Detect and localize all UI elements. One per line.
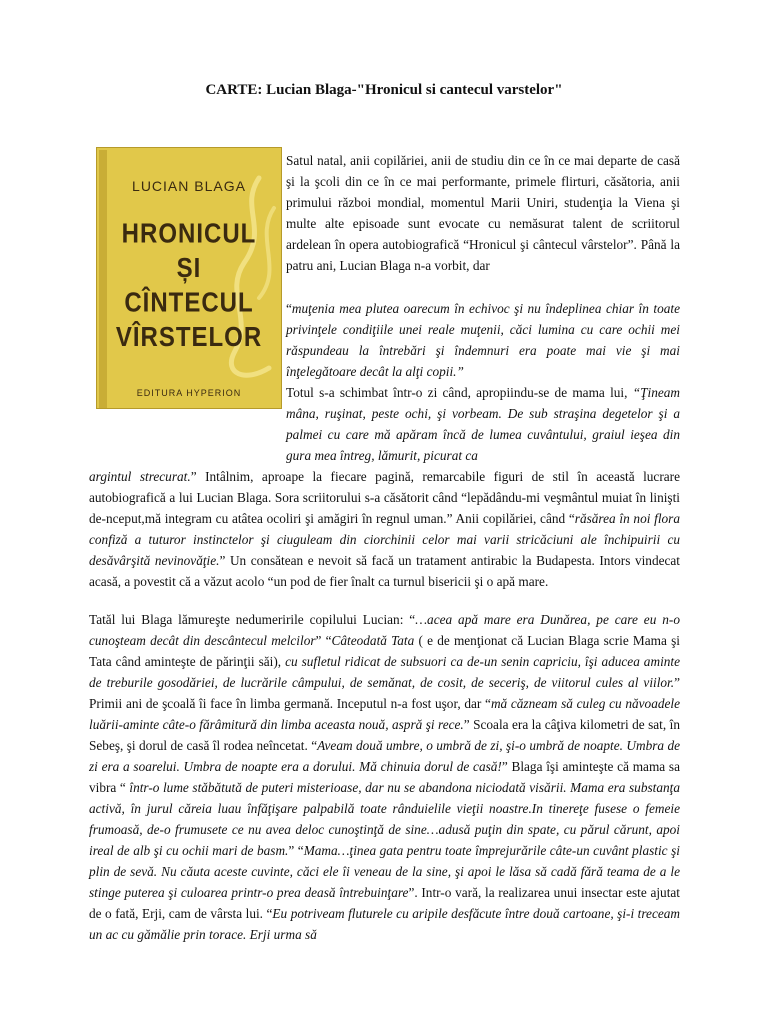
- text-run: ” Un consătean e nevoit să facă un tratament antirabic la Budapesta. Intors vindecat acasă, a povestit că a văzut acolo “un pod de fier înalt ca turnul bisericii şi o apă mare.: [89, 553, 680, 589]
- text-run: “: [286, 301, 292, 316]
- text-run: ( e de menţionat că Lucian Blaga scrie Mama şi Tata când aminteşte de părinţii săi),: [89, 633, 680, 669]
- italic-run: mă căzneam să culeg cu năvoadele luării-aminte câte-o fărâmitură din limba aceasta nouă, aspră şi rece.: [89, 696, 680, 732]
- body-paragraph-side: [286, 382, 680, 466]
- cover-title-line: ȘI: [176, 252, 202, 284]
- text-run: ” “: [288, 843, 304, 858]
- cover-title: [97, 217, 281, 355]
- cover-title-line: CÎNTECUL: [124, 287, 254, 319]
- text-run: ” Intâlnim, aproape la fiecare pagină, remarcabile figuri de stil în această lucrare autobiografică a lui Lucian Blaga. Sora scriitorului s-a căsătorit când “lepădându-mi veşmântul muiat în linişti de-nceput,mă integram cu atâtea ocoliri şi amăgiri în regnul uman.” Anii copilăriei, când “: [89, 469, 680, 526]
- body-paragraph-2: [89, 609, 680, 945]
- cover-author: LUCIAN BLAGA: [132, 178, 246, 194]
- italic-run: argintul strecurat.: [89, 469, 191, 484]
- text-run: ” Blaga îşi aminteşte că mama sa vibra “: [89, 759, 680, 795]
- italic-run: Eu potriveam fluturele cu aripile desfăcute între două cartoane, şi-i treceam un ac cu gămălie prin torace. Erji urma să: [89, 906, 681, 942]
- text-run: Satul natal, anii copilăriei, anii de studiu din ce în ce mai departe de casă şi la şcoli din ce în ce mai performante, primele flirturi, căsătoria, anii primului război mondial, momentul Marii Uniri, studenţia la Viena şi multe alte episoade sunt evocate cu nemăsurat talent de scriitorul ardelean în opera autobiografică “Hronicul şi cântecul vârstelor”. Până la patru ani, Lucian Blaga n-a vorbit, dar: [286, 153, 680, 273]
- cover-publisher: EDITURA HYPERION: [136, 388, 242, 398]
- cover-title-line: HRONICUL: [121, 218, 257, 250]
- text-run: ”. Intr-o vară, la realizarea unui insectar este ajutat de o fată, Erji, cam de vârsta lui. “: [89, 885, 680, 921]
- cover-title-line: VÎRSTELOR: [115, 321, 263, 353]
- italic-run: într-o lume stăbătută de puteri misterioase, dar nu se abandona niciodată visării. Mama era substanţa activă, în jurul căreia luau înfăţişare palpabilă toate rânduielile vieţii noastre.In tinereţe fusese o femeie frumoasă, de-o frumusete ce nu avea deloc cunoştinţă de sine…adusă puţin din spate, cu părul cărunt, apoi ireal de alb şi cu ochii mari de basm.: [89, 780, 680, 858]
- italic-run: Aveam două umbre, o umbră de zi, şi-o umbră de noapte. Umbra de zi era a soarelui. Umbra de noapte era a dorului. Mă chinuia dorul de casă!: [89, 738, 680, 774]
- italic-run: muţenia mea plutea oarecum în echivoc şi nu îndeplinea chiar în toate privinţele condiţiile unei reale muţenii, căci lumina cu care ochii mei răspundeau la întrebări şi îndemnuri era poate mai vie şi mai înţelegătoare decât la alţi copii.”: [286, 301, 680, 379]
- body-paragraph-1: [89, 466, 680, 592]
- page-title: CARTE: Lucian Blaga-"Hronicul si cantecul varstelor": [205, 82, 563, 98]
- quote-paragraph: [286, 298, 680, 382]
- intro-paragraph: [286, 150, 680, 276]
- italic-run: Mama…ţinea gata pentru toate împrejurările câte-un cuvânt plastic şi plin de sevă. Nu căuta aceste cuvinte, căci ele îi veneau de la sine, şi apoi le lăsa să cadă fără teama de a le stinge puterea şi culoarea printr-o prea deasă întrebuinţare: [89, 843, 680, 900]
- text-run: Tatăl lui Blaga lămureşte nedumeririle copilului Lucian: “: [89, 612, 416, 627]
- italic-run: răsărea în noi flora confiză a tuturor instinctelor şi ciuguleam din ciorchinii celor mai varii stricăciuni ale închipuirii cu desăvârşită nevinovăţie.: [89, 511, 680, 568]
- book-cover-image: [96, 147, 282, 409]
- italic-run: “Ţineam mâna, ruşinat, peste ochi, şi vorbeam. De sub straşina degetelor şi a palmei cu care mă apăram încă de lumea cuvântului, graiul ieşea din gura mea întreg, lămurit, picurat ca: [286, 385, 680, 463]
- text-run: ” Scoala era la câţiva kilometri de sat, în Sebeş, şi dorul de casă îl rodea neîncetat. “: [89, 717, 680, 753]
- text-run: ” Primii ani de şcoală îi face în limba germană. Inceputul n-a fost uşor, dar “: [89, 675, 680, 711]
- text-run: Totul s-a schimbat într-o zi când, apropiindu-se de mama lui,: [286, 385, 633, 400]
- text-run: ” “: [315, 633, 332, 648]
- italic-run: …acea apă mare era Dunărea, pe care eu n-o cunoşteam decât din descântecul melcilor: [89, 612, 680, 648]
- italic-run: cu sufletul ridicat de subsuori ca de-un senin capriciu, îşi aducea aminte de treburile gosodăriei, de lucrările câmpului, de semănat, de cosit, de seceriş, de viitorul cules al viilor.: [89, 654, 681, 690]
- italic-run: Câteodată Tata: [331, 633, 415, 648]
